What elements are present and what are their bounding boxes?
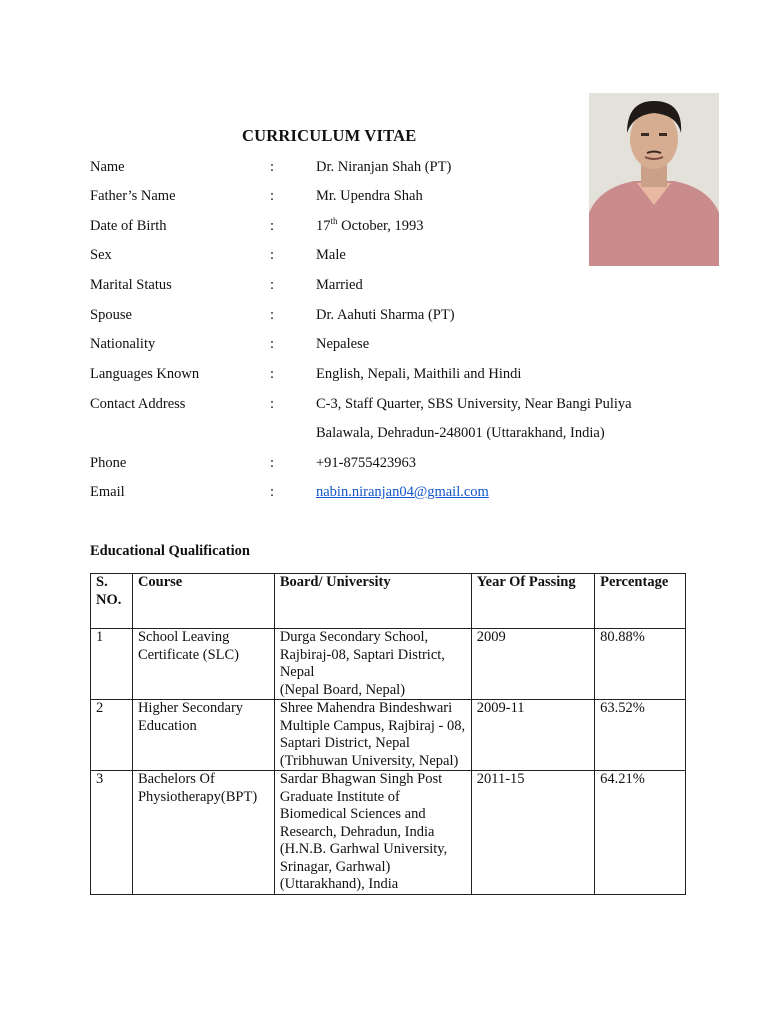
cell-year: 2011-15 [471, 771, 594, 895]
dob-label: Date of Birth [90, 218, 167, 234]
email-link[interactable]: nabin.niranjan04@gmail.com [316, 484, 489, 500]
cell-course: Bachelors Of Physiotherapy(BPT) [132, 771, 274, 895]
name-value: Dr. Niranjan Shah (PT) [316, 159, 452, 175]
sex-row [0, 247, 768, 267]
table-row [91, 629, 686, 700]
marital-status-row [0, 277, 768, 297]
contact-address-label: Contact Address [90, 396, 186, 412]
cell-sno: 1 [91, 629, 133, 700]
cell-board [274, 700, 471, 771]
fathers-name-label: Father’s Name [90, 188, 176, 204]
cell-year: 2009 [471, 629, 594, 700]
sex-label: Sex [90, 247, 112, 263]
cell-board-name: Durga Secondary School, Rajbiraj-08, Saptari District, Nepal [279, 629, 445, 680]
cell-course: Higher Secondary Education [132, 700, 274, 771]
languages-label: Languages Known [90, 366, 200, 382]
table-row [91, 700, 686, 771]
spouse-row [0, 307, 768, 327]
separator: : [270, 188, 275, 204]
spouse-value: Dr. Aahuti Sharma (PT) [316, 307, 455, 323]
cell-board-affiliation: (Tribhuwan University, Nepal) [279, 752, 459, 769]
nationality-row [0, 336, 768, 356]
dob-row [0, 218, 768, 238]
separator: : [270, 484, 275, 500]
header-percentage: Percentage [595, 574, 686, 629]
separator: : [270, 455, 275, 471]
separator: : [270, 159, 275, 175]
email-label: Email [90, 484, 125, 500]
dob-value [316, 218, 424, 235]
separator: : [270, 366, 275, 382]
phone-value: +91-8755423963 [316, 455, 417, 471]
page-title: CURRICULUM VITAE [242, 126, 417, 145]
cell-percentage: 63.52% [595, 700, 686, 771]
languages-value: English, Nepali, Maithili and Hindi [316, 366, 522, 382]
cell-year: 2009-11 [471, 700, 594, 771]
phone-label: Phone [90, 455, 127, 471]
contact-address-row [0, 396, 768, 416]
separator: : [270, 247, 275, 263]
table-header-row [91, 574, 686, 629]
cell-board-name: Shree Mahendra Bindeshwari Multiple Campus, Rajbiraj - 08, Saptari District, Nepal [279, 700, 466, 751]
header-course: Course [132, 574, 274, 629]
header-year: Year Of Passing [471, 574, 594, 629]
contact-address-value: C-3, Staff Quarter, SBS University, Near Bangi Puliya [316, 396, 632, 412]
separator: : [270, 336, 275, 352]
sex-value: Male [316, 247, 346, 263]
table-row [91, 771, 686, 895]
separator: : [270, 396, 275, 412]
education-table [90, 573, 686, 895]
separator: : [270, 277, 275, 293]
cell-sno: 3 [91, 771, 133, 895]
cell-percentage: 80.88% [595, 629, 686, 700]
languages-row [0, 366, 768, 386]
name-label: Name [90, 159, 125, 175]
marital-status-value: Married [316, 277, 363, 293]
contact-address-row-2 [0, 425, 768, 445]
cell-board-affiliation: (H.N.B. Garhwal University, Srinagar, Garhwal) (Uttarakhand), India [279, 841, 448, 892]
name-row [0, 159, 768, 179]
fathers-name-row [0, 188, 768, 208]
cell-board [274, 771, 471, 895]
separator: : [270, 218, 275, 234]
education-heading: Educational Qualification [90, 543, 250, 559]
dob-ordinal: th [330, 216, 338, 227]
cell-board [274, 629, 471, 700]
cell-sno: 2 [91, 700, 133, 771]
separator: : [270, 307, 275, 323]
header-board: Board/ University [274, 574, 471, 629]
marital-status-label: Marital Status [90, 277, 172, 293]
header-sno: S. NO. [91, 574, 133, 629]
cell-board-affiliation: (Nepal Board, Nepal) [279, 681, 406, 698]
phone-row [0, 455, 768, 475]
profile-photo [589, 93, 719, 266]
cell-percentage: 64.21% [595, 771, 686, 895]
email-row [0, 484, 768, 504]
fathers-name-value: Mr. Upendra Shah [316, 188, 423, 204]
dob-day: 17 [316, 218, 331, 234]
spouse-label: Spouse [90, 307, 132, 323]
cell-board-name: Sardar Bhagwan Singh Post Graduate Institute of Biomedical Sciences and Research, Dehradun, India [279, 771, 443, 840]
nationality-value: Nepalese [316, 336, 370, 352]
dob-rest: October, 1993 [337, 218, 424, 234]
nationality-label: Nationality [90, 336, 156, 352]
cell-course: School Leaving Certificate (SLC) [132, 629, 274, 700]
contact-address-value-line2: Balawala, Dehradun-248001 (Uttarakhand, India) [316, 425, 605, 441]
